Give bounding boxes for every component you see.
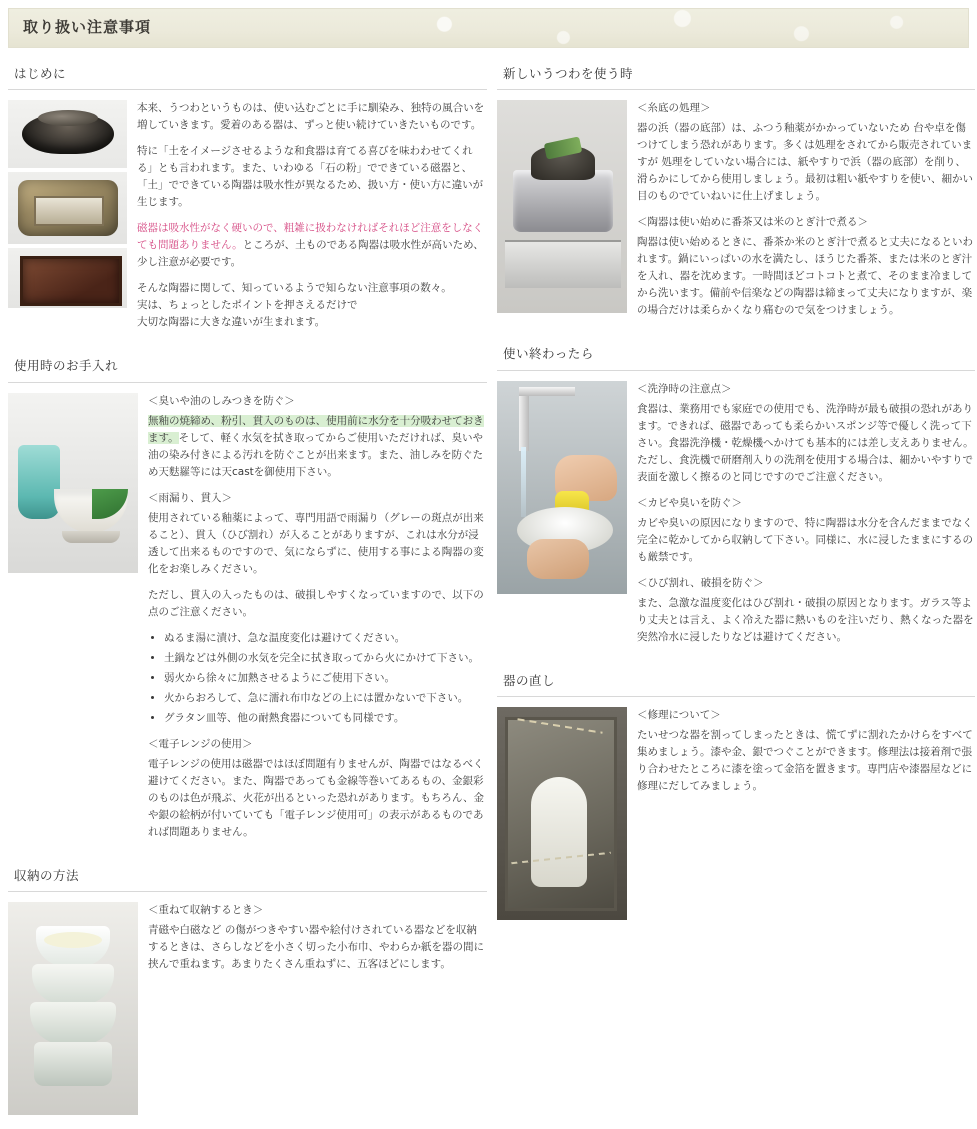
intro-paragraph-2: 特に「土をイメージさせるような和食器は育てる喜びを味わわせてくれる」とも言われます。また、いわゆる「石の粉」でできている磁器と、「土」でできている陶器は吸水性が異なるため、扱い方・使い方に違いが生じます。: [137, 145, 484, 209]
photo-running-water: [521, 447, 526, 517]
photo-basket-vessel: [8, 172, 127, 244]
photo-teal-cup: [18, 445, 60, 519]
care-bullet-item: • グラタン皿等、他の耐熱食器についても同様です。: [164, 710, 487, 727]
storage-photo-group: [8, 902, 138, 1115]
after-use-heading-3: ＜ひび割れ、破損を防ぐ＞: [637, 576, 764, 589]
section-care: [8, 356, 487, 849]
care-bullet-list: [148, 630, 487, 727]
page-header-banner: [8, 8, 969, 48]
care-heading-1: ＜臭いや油のしみつきを防ぐ＞: [148, 394, 295, 407]
repair-text: [637, 707, 975, 804]
section-title-storage: 収納の方法: [8, 866, 487, 892]
intro-paragraph-3: [137, 220, 487, 271]
care-photo-group: [8, 393, 138, 573]
photo-white-green-bowl: [54, 489, 128, 533]
photo-square-tray: [8, 248, 127, 308]
intro-paragraph-3-rest: ところが、土ものである陶器は吸水性が高いため、少し注意が必要です。: [137, 239, 484, 269]
care-text: [148, 393, 487, 850]
care-paragraph-2: 使用されている釉薬によって、専門用語で雨漏り（グレーの斑点が出来ること）、貫入（ひび割れ）が入ることがありますが、これは水分が浸透して出来るものですので、気にならずに、使用する事による陶器の変化をお楽しみください。: [148, 511, 484, 575]
new-vessel-paragraph-2: 陶器は使い始めるときに、番茶か米のとぎ汁で煮ると丈夫になるといわれます。鍋にいっぱいの水を満たし、ほうじた番茶、または米のとぎ汁を入れ、器を沈めます。一時間ほどコトコトと煮て、そのまま冷ましてから洗います。備前や信楽などの陶器は締まって丈夫になりますが、楽の場合だけは柔らかくなり痛むので気をつけましょう。: [637, 236, 973, 317]
storage-paragraph-1: 青磁や白磁など の傷がつきやすい器や絵付けされている器などを収納するときは、さらしなどを小さく切った小布巾、やわらか紙を器の間に挟んで重ねます。あまりたくさん重ねずに、五客ほどにします。: [148, 924, 484, 971]
storage-heading-1: ＜重ねて収納するとき＞: [148, 904, 264, 917]
care-bullet-item: • ぬるま湯に漬け、急な温度変化は避けてください。: [164, 630, 487, 647]
after-use-photo-group: [497, 381, 627, 594]
care-bullet-item: • 土鍋などは外側の水気を完全に拭き取ってから火にかけて下さい。: [164, 650, 487, 667]
care-bullet-item: • 弱火から徐々に加熱させるようにご使用下さい。: [164, 670, 487, 687]
after-use-text: [637, 381, 975, 655]
intro-photo-group: [8, 100, 127, 308]
photo-cups-and-bowls: [8, 393, 138, 573]
right-column: [497, 48, 977, 1115]
section-new-vessel: [497, 64, 975, 328]
section-repair: [497, 671, 975, 920]
storage-text: [148, 902, 487, 982]
page-title: 取り扱い注意事項: [23, 18, 152, 37]
photo-black-lacquer-bowl: [8, 100, 127, 168]
new-vessel-photo-group: [497, 100, 627, 313]
intro-paragraph-1: 本来、うつわというものは、使い込むごとに手に馴染み、独特の風合いを増していきます。愛着のある器は、ずっと使い続けていきたいものです。: [137, 102, 485, 132]
after-use-heading-2: ＜カビや臭いを防ぐ＞: [637, 496, 742, 509]
section-intro: [8, 64, 487, 340]
intro-paragraph-4-line-1: そんな陶器に関して、知っているようで知らない注意事項の数々。: [137, 282, 452, 295]
section-after-use: [497, 344, 975, 654]
care-heading-3: ＜電子レンジの使用＞: [148, 737, 253, 750]
after-use-heading-1: ＜洗浄時の注意点＞: [637, 382, 732, 395]
care-heading-2: ＜雨漏り、貫入＞: [148, 491, 232, 504]
new-vessel-paragraph-1: 器の浜（器の底部）は、ふつう釉薬がかかっていないため 台や卓を傷つけてしまう恐れがあります。多くは処理をされてから販売されていますが 処理をしていない場合には、紙やすりで浜（器の底部）を削り、滑らかにしてから使用しましょう。最初は粗い紙やすりを使い、細かい目のものでていねいに仕上げましょう。: [637, 122, 973, 203]
photo-stack-piece: [32, 964, 114, 1004]
intro-paragraph-4: [137, 280, 487, 331]
photo-stack-piece: [30, 1002, 116, 1044]
document-page: [0, 8, 977, 1129]
new-vessel-heading-1: ＜糸底の処理＞: [637, 102, 711, 115]
repair-paragraph-1: たいせつな器を割ってしまったときは、慌てずに割れたかけらをすべて集めましょう。漆や金、銀でつぐことができます。修理法は接着剤で張り合わせたところに漆を塗って金箔を置きます。専門店や漆器屋などに修理にだしてみましょう。: [637, 729, 973, 793]
intro-paragraph-4-line-2: 実は、ちょっとしたポイントを押さえるだけで: [137, 299, 358, 312]
section-title-new-vessel: 新しいうつわを使う時: [497, 64, 975, 90]
after-use-paragraph-1: 食器は、業務用でも家庭での使用でも、洗浄時が最も破損の恐れがあります。できれば、磁器であっても柔らかいスポンジ等で優しく洗って下さい。食器洗浄機・乾燥機へかけても基本的には差し支えありません。ただし、食洗機で研磨剤入りの洗剤を使用する場合は、細かいやすりで表面を激しく擦るのと同じですのでご注意ください。: [637, 402, 974, 483]
photo-pot-on-stove: [497, 100, 627, 313]
care-paragraph-1: [148, 413, 487, 481]
section-title-care: 使用時のお手入れ: [8, 356, 487, 382]
care-paragraph-1-rest: そして、軽く水気を拭き取ってからご使用いただければ、臭いや油の染み付きによる汚れを防ぐことが出来ます。また、油しみを防ぐため天麩羅等には天castを御使用下さい。: [148, 431, 484, 478]
intro-paragraph-4-line-3: 大切な陶器に大きな違いが生まれます。: [137, 316, 326, 329]
photo-tray-glaze: [531, 777, 587, 887]
section-title-after-use: 使い終わったら: [497, 344, 975, 370]
care-paragraph-4: 電子レンジの使用は磁器ではほぼ問題有りませんが、陶器ではなるべく避けてください。また、陶器であっても金線等巻いてあるもの、金銀彩のものは色が飛ぶ、火花が出るといった恐れがあります。もちろん、金や銀の絵柄が付いていても「電子レンジ使用可」の表示があるものであれば問題ありません。: [148, 757, 484, 838]
after-use-paragraph-3: また、急激な温度変化はひび割れ・破損の原因となります。ガラス等より丈夫とは言え、よく冷えた器に熱いものを注いだり、熱くなった器を突然冷水に浸したりなどは避けてください。: [637, 596, 974, 643]
after-use-paragraph-2: カビや臭いの原因になりますので、特に陶器は水分を含んだままでなく完全に乾かしてから収納して下さい。同様に、水に浸したままにするのも厳禁です。: [637, 516, 973, 563]
photo-stack-piece: [36, 926, 110, 966]
photo-stack-piece: [34, 1042, 112, 1086]
intro-paragraph-3-highlight: 磁器は吸水性がなく硬いので、粗雑に扱わなければそれほど注意をしなくても問題ありません。: [137, 222, 484, 252]
intro-text: [137, 100, 487, 340]
new-vessel-text: [637, 100, 975, 328]
care-paragraph-3: ただし、貫入の入ったものは、破損しやすくなっていますので、以下の点のご注意ください。: [148, 588, 484, 618]
repair-heading-1: ＜修理について＞: [637, 709, 721, 722]
new-vessel-heading-2: ＜陶器は使い始めに番茶又は米のとぎ汁で煮る＞: [637, 216, 868, 229]
section-storage: [8, 866, 487, 1115]
photo-faucet: [519, 387, 529, 451]
photo-small-dish: [62, 531, 120, 543]
care-paragraph-1-highlight: 無釉の焼締め、粉引、貫入のものは、使用前に水分を十分吸わせておきます。: [148, 414, 484, 444]
photo-hand-lower: [527, 539, 589, 579]
photo-repaired-tray: [497, 707, 627, 920]
care-bullet-item: • 火からおろして、急に濡れ布巾などの上には置かないで下さい。: [164, 690, 487, 707]
left-column: [8, 48, 497, 1115]
photo-washing-dish-in-sink: [497, 381, 627, 594]
photo-stacked-vessels: [8, 902, 138, 1115]
section-title-intro: はじめに: [8, 64, 487, 90]
section-title-repair: 器の直し: [497, 671, 975, 697]
content-columns: [0, 48, 977, 1115]
repair-photo-group: [497, 707, 627, 920]
